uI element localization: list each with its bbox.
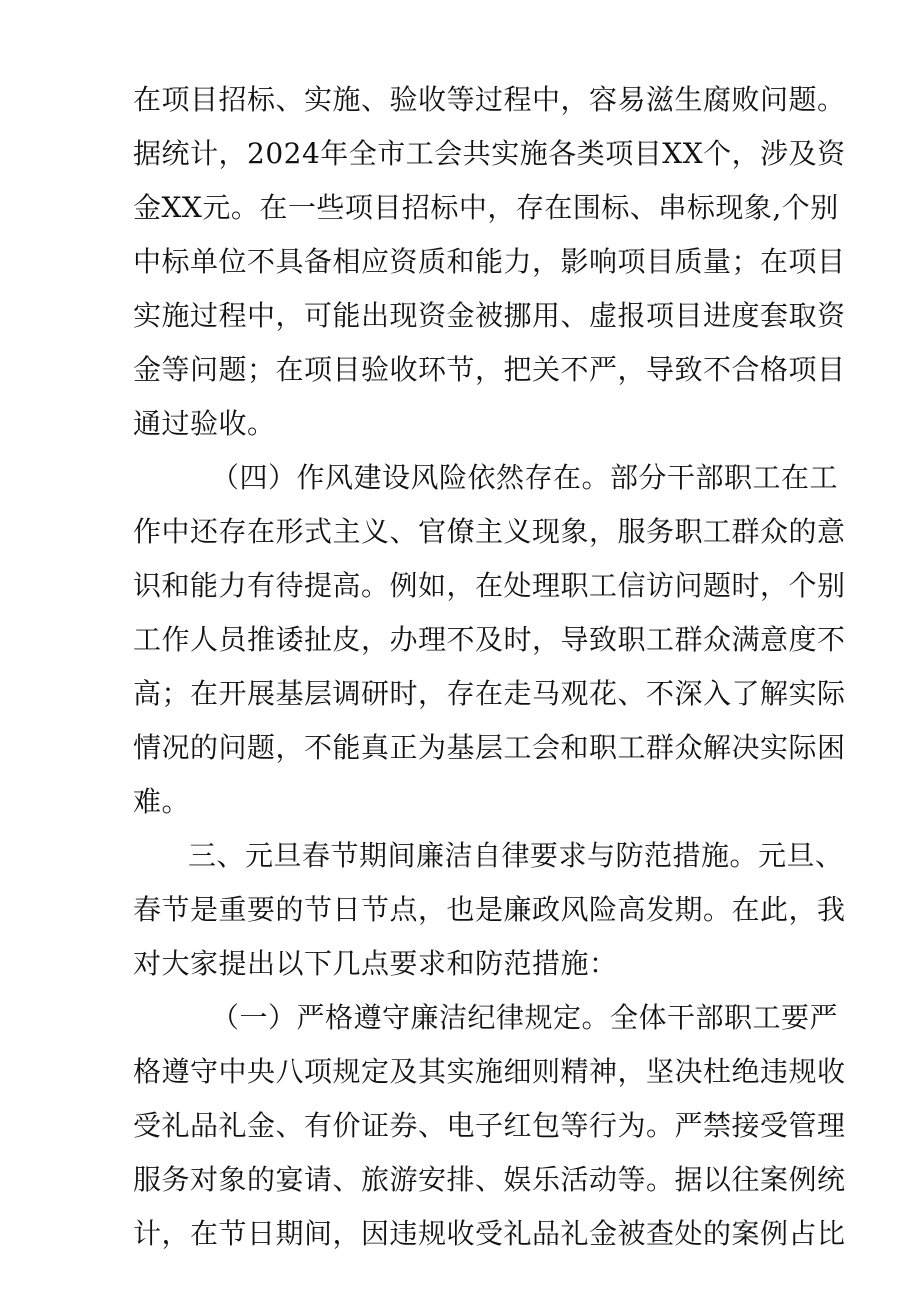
section-heading-3: 三、元旦春节期间廉洁自律要求与防范措施。元旦、	[188, 839, 844, 872]
text-line: 服务对象的宴请、旅游安排、娱乐活动等。据以往案例统	[133, 1163, 846, 1196]
text-line: 情况的问题，不能真正为基层工会和职工群众解决实际困	[133, 731, 846, 764]
text-line: 对大家提出以下几点要求和防范措施：	[133, 947, 618, 980]
text-line: 实施过程中，可能出现资金被挪用、虚报项目进度套取资	[133, 299, 846, 332]
text-line: 金XX元。在一些项目招标中，存在围标、串标现象,个别	[133, 191, 839, 224]
text-line: 在项目招标、实施、验收等过程中，容易滋生腐败问题。	[133, 83, 846, 116]
text-line: 受礼品礼金、有价证券、电子红包等行为。严禁接受管理	[133, 1109, 846, 1142]
text-line: 据统计，2024年全市工会共实施各类项目XX个，涉及资	[133, 137, 846, 170]
section-heading-4: （四）作风建设风险依然存在。部分干部职工在工	[211, 461, 839, 494]
text-line: 格遵守中央八项规定及其实施细则精神，坚决杜绝违规收	[133, 1055, 846, 1088]
text-line: 工作人员推诿扯皮，办理不及时，导致职工群众满意度不	[133, 623, 846, 656]
text-line: 通过验收。	[133, 407, 276, 440]
text-line: 高；在开展基层调研时，存在走马观花、不深入了解实际	[133, 677, 846, 710]
text-line: 作中还存在形式主义、官僚主义现象，服务职工群众的意	[133, 515, 846, 548]
text-line: 中标单位不具备相应资质和能力，影响项目质量；在项目	[133, 245, 846, 278]
text-line: 春节是重要的节日节点，也是廉政风险高发期。在此，我	[133, 893, 846, 926]
section-heading-1: （一）严格遵守廉洁纪律规定。全体干部职工要严	[211, 1001, 839, 1034]
text-line: 难。	[133, 785, 191, 818]
text-line: 金等问题；在项目验收环节，把关不严，导致不合格项目	[133, 353, 846, 386]
text-line: 计，在节日期间，因违规收受礼品礼金被查处的案例占比	[133, 1217, 846, 1250]
text-line: 识和能力有待提高。例如，在处理职工信访问题时，个别	[133, 569, 846, 602]
